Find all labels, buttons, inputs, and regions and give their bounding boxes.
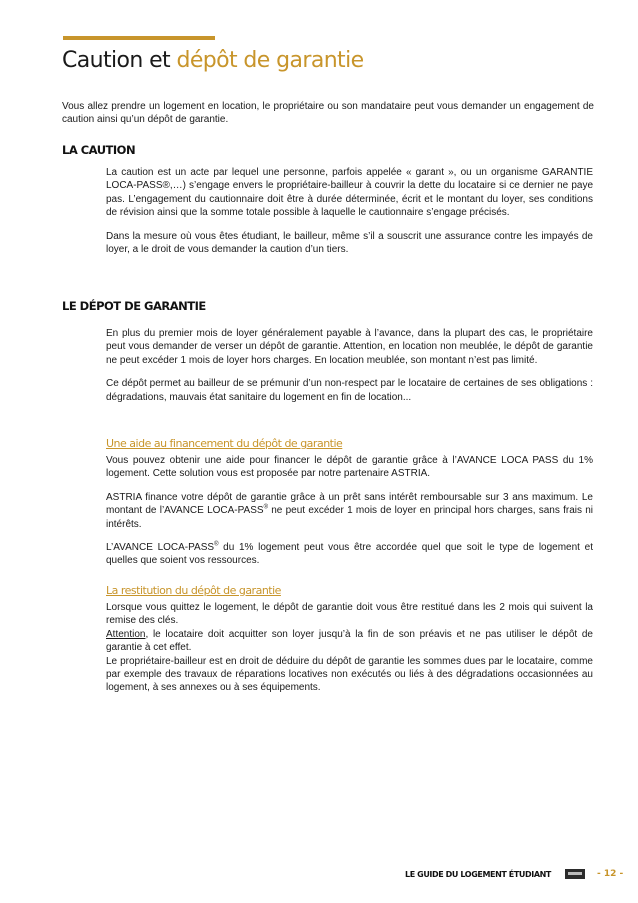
restitution-paragraph-1: Lorsque vous quittez le logement, le dépôt de garantie doit vous être restitué dans les 2 mois qui suivent la remise des clés. (106, 602, 593, 627)
attention-label: Attention (106, 628, 146, 640)
restitution-paragraph-2: Attention, le locataire doit acquitter son loyer jusqu’à la fin de son préavis et ne pas utiliser le dépôt de garantie à cet effet. (106, 628, 593, 654)
title-part-1: Caution et (62, 48, 177, 73)
restitution-paragraph-3: Le propriétaire-bailleur est en droit de déduire du dépôt de garantie les sommes dues par le locataire, comme par exemple des travaux de réparations locatives non exécutés ou liés à des dégradations occasionnées au logement, à ses annexes ou à ses équipements. (106, 655, 593, 694)
intro-paragraph: Vous allez prendre un logement en location, le propriétaire ou son mandataire peut vous demander un engagement de caution ainsi qu’un dépôt de garantie. (62, 101, 594, 126)
top-accent-rule (63, 36, 215, 40)
heading-caution: LA CAUTION (62, 143, 136, 157)
registered-mark: ® (214, 541, 219, 548)
title-part-2: dépôt de garantie (176, 48, 364, 73)
heading-depot-garantie: LE DÉPOT DE GARANTIE (62, 299, 206, 313)
aide-section (106, 454, 593, 578)
aide-paragraph-2: ASTRIA finance votre dépôt de garantie grâce à un prêt sans intérêt remboursable sur 3 ans maximum. Le montant de l’AVANCE LOCA-PASS® ne peut excéder 1 mois de loyer en principal hors charges, sans frais ni intérêts. (106, 491, 593, 530)
aide-paragraph-3: L’AVANCE LOCA-PASS® du 1% logement peut vous être accordée quel que soit le type de logement et quelles que soient vos ressources. (106, 541, 593, 567)
subheading-aide-financement: Une aide au financement du dépôt de garantie (106, 437, 343, 450)
page-footer (405, 866, 623, 882)
depot-paragraph-1: En plus du premier mois de loyer généralement payable à l’avance, dans la plupart des cas, le propriétaire peut vous demander de verser un dépôt de garantie. Attention, en location non meublée, le dépôt de garantie ne peut excéder 1 mois de loyer hors charges. En location meublée, son montant n’est pas limité. (106, 328, 593, 366)
caution-paragraph-1: La caution est un acte par lequel une personne, parfois appelée « garant », ou un organisme GARANTIE LOCA-PASS®,…) s’engage envers le propriétaire-bailleur à couvrir la dette du locataire si ce dernier ne paye pas. L’engagement du cautionnaire doit être à durée déterminée, écrit et le montant du loyer, ses conditions de révision ainsi que la somme totale possible à laquelle le cautionnaire s’engage précisés. (106, 167, 593, 219)
restitution-section (106, 601, 593, 695)
caution-paragraph-2: Dans la mesure où vous êtes étudiant, le bailleur, même s’il a souscrit une assurance contre les impayés de loyer, a le droit de vous demander la caution d’un tiers. (106, 230, 593, 256)
page-title (62, 48, 364, 73)
registered-mark: ® (263, 504, 268, 511)
aide-paragraph-1: Vous pouvez obtenir une aide pour financer le dépôt de garantie grâce à l’AVANCE LOCA PASS du 1% logement. Cette solution vous est proposée par notre partenaire ASTRIA. (106, 455, 593, 480)
footer-guide-title: LE GUIDE DU LOGEMENT ÉTUDIANT (405, 869, 551, 879)
brand-logo-icon (565, 869, 585, 879)
depot-paragraph-2: Ce dépôt permet au bailleur de se prémunir d’un non-respect par le locataire de certaines de ses obligations : dégradations, mauvais état sanitaire du logement en fin de location... (106, 378, 593, 403)
subheading-restitution: La restitution du dépôt de garantie (106, 584, 281, 597)
depot-section (106, 327, 593, 414)
page-number: - 12 - (597, 869, 624, 879)
caution-section (106, 166, 593, 266)
